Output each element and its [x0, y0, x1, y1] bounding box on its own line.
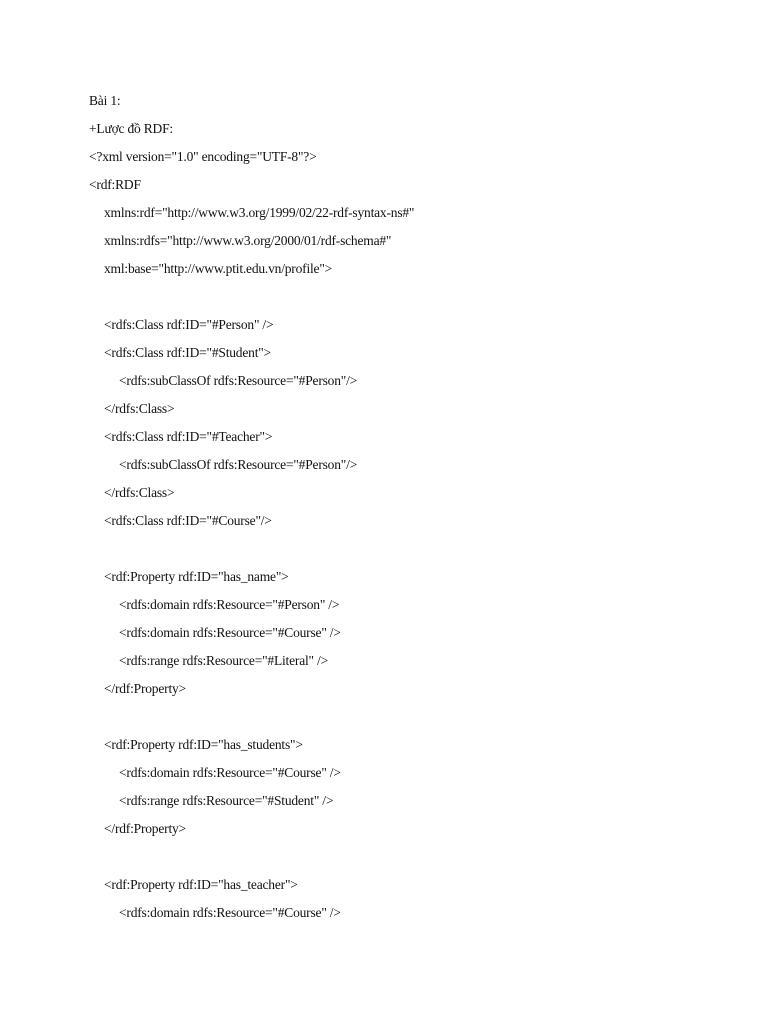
- blank-line: [89, 286, 729, 314]
- blank-line: [89, 538, 729, 566]
- code-line-class-close: </rdfs:Class>: [104, 401, 175, 416]
- code-line-xml-declaration: <?xml version="1.0" encoding="UTF-8"?>: [89, 149, 317, 164]
- code-line-property-close: </rdf:Property>: [104, 821, 186, 836]
- code-line-class-teacher-open: <rdfs:Class rdf:ID="#Teacher">: [104, 429, 273, 444]
- code-line-property-has-students-open: <rdf:Property rdf:ID="has_students">: [104, 737, 303, 752]
- exercise-heading: Bài 1:: [89, 93, 121, 108]
- code-line-class-student-open: <rdfs:Class rdf:ID="#Student">: [104, 345, 271, 360]
- code-line-student-subclass: <rdfs:subClassOf rdfs:Resource="#Person"/>: [119, 373, 358, 388]
- code-line-has-students-range: <rdfs:range rdfs:Resource="#Student" />: [119, 793, 334, 808]
- section-subheading: +Lược đồ RDF:: [89, 121, 173, 136]
- blank-line: [89, 846, 729, 874]
- code-line-namespace-rdf: xmlns:rdf="http://www.w3.org/1999/02/22-rdf-syntax-ns#": [104, 205, 415, 220]
- code-line-namespace-rdfs: xmlns:rdfs="http://www.w3.org/2000/01/rdf-schema#": [104, 233, 392, 248]
- code-line-property-close: </rdf:Property>: [104, 681, 186, 696]
- code-line-rdf-open: <rdf:RDF: [89, 177, 141, 192]
- code-line-has-name-domain-course: <rdfs:domain rdfs:Resource="#Course" />: [119, 625, 341, 640]
- document-body: [89, 90, 729, 930]
- code-line-xml-base: xml:base="http://www.ptit.edu.vn/profile">: [104, 261, 333, 276]
- code-line-class-course: <rdfs:Class rdf:ID="#Course"/>: [104, 513, 272, 528]
- code-line-class-close: </rdfs:Class>: [104, 485, 175, 500]
- code-line-property-has-name-open: <rdf:Property rdf:ID="has_name">: [104, 569, 289, 584]
- code-line-property-has-teacher-open: <rdf:Property rdf:ID="has_teacher">: [104, 877, 298, 892]
- code-line-class-person: <rdfs:Class rdf:ID="#Person" />: [104, 317, 274, 332]
- code-line-has-students-domain: <rdfs:domain rdfs:Resource="#Course" />: [119, 765, 341, 780]
- blank-line: [89, 706, 729, 734]
- code-line-has-name-domain-person: <rdfs:domain rdfs:Resource="#Person" />: [119, 597, 340, 612]
- code-line-teacher-subclass: <rdfs:subClassOf rdfs:Resource="#Person"/>: [119, 457, 358, 472]
- code-line-has-teacher-domain: <rdfs:domain rdfs:Resource="#Course" />: [119, 905, 341, 920]
- code-line-has-name-range: <rdfs:range rdfs:Resource="#Literal" />: [119, 653, 328, 668]
